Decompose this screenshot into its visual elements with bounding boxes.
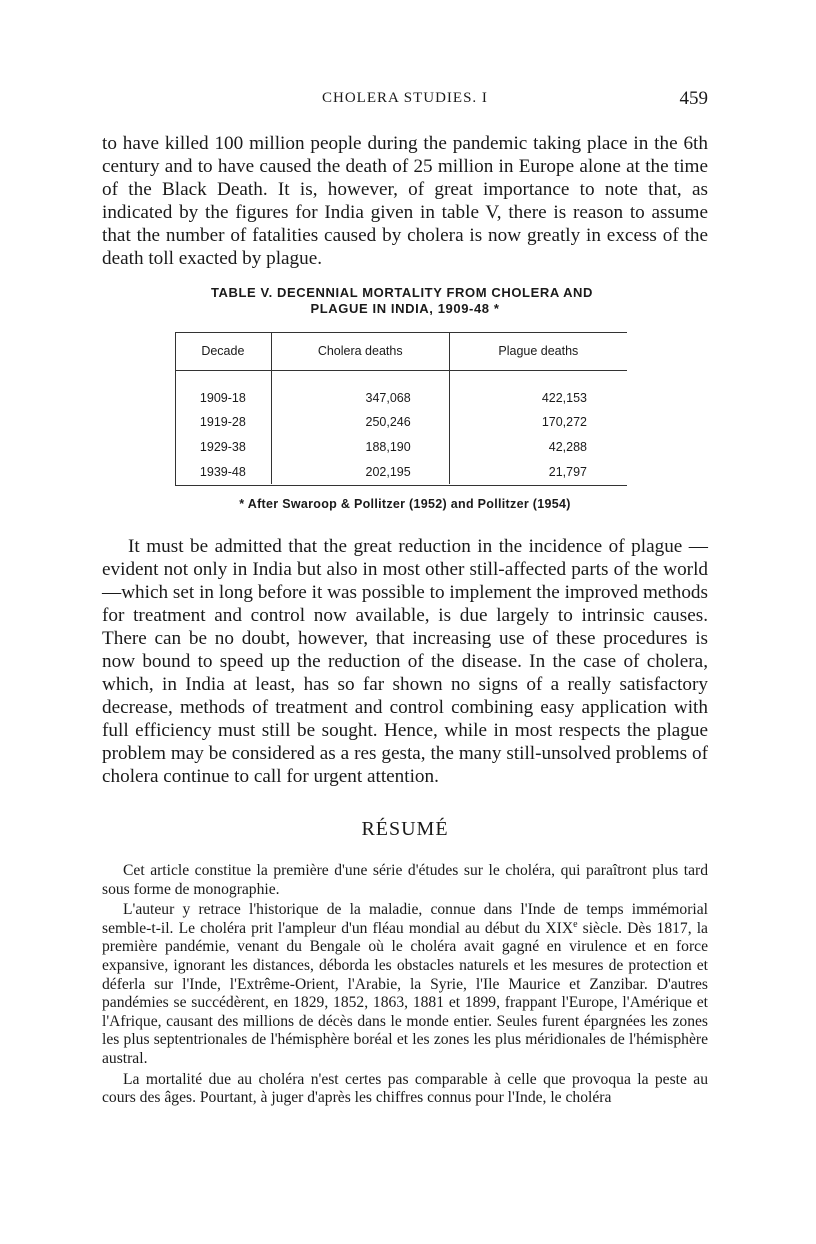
- table-row: [175, 459, 627, 484]
- resume-paragraph-3: La mortalité due au choléra n'est certes pas comparable à celle que provoqua la peste au cours des âges. Pourtant, à juger d'après les chiffres connus pour l'Inde, le choléra: [102, 1070, 708, 1107]
- resume-section: [102, 862, 708, 1110]
- cell-decade: 1939-48: [199, 464, 246, 479]
- cell-cholera: 250,246: [271, 410, 449, 435]
- cell-plague: 170,272: [449, 410, 627, 435]
- resume-p2-text-a: L'auteur y retrace l'historique de la maladie, connue dans l'Inde de temps immémorial semble-t-il. Le choléra prit l'ampleur d'un fléau mondial au début du XIX: [102, 901, 708, 937]
- header-plague-deaths: Plague deaths: [449, 332, 627, 371]
- cell-decade: 1909-18: [199, 390, 246, 405]
- running-title: CHOLERA STUDIES. I: [322, 90, 488, 106]
- table-caption: [102, 285, 708, 317]
- body-paragraph-2: It must be admitted that the great reduction in the incidence of plague —evident not only in India but also in most other still-affected parts of the world—which set in long before it was possible to implement the improved methods for treatment and control now available, is due largely to intrinsic causes. There can be no doubt, however, that increasing use of these procedures is now bound to speed up the reduction of the disease. In the case of cholera, which, in India at least, has so far shown no signs of a really satisfactory decrease, methods of treatment and control combining easy application with full efficiency must still be sought. Hence, while in most respects the plague problem may be considered as a res gesta, the many still-unsolved problems of cholera continue to call for urgent attention.: [102, 536, 708, 787]
- table-row: [175, 371, 627, 411]
- page-number: 459: [679, 88, 708, 109]
- cell-decade: 1919-28: [199, 415, 246, 430]
- resume-heading: RÉSUMÉ: [361, 818, 449, 840]
- cell-plague: 422,153: [449, 371, 627, 411]
- resume-p2-text-b: siècle. Dès 1817, la première pandémie, venant du Bengale où le choléra avait gagné en virulence et en force expansive, ignorant les distances, déborda les obstacles naturels et les mesures de protection et déferla sur l'Inde, l'Extrême-Orient, l'Arabie, la Syrie, l'Ile Maurice et Zanzibar. D'autres pandémies se succédèrent, en 1829, 1852, 1863, 1881 et 1899, frappant l'Europe, l'Amérique et l'Afrique, causant des millions de décès dans le monde entier. Seules furent épargnées les zones les plus septentrionales de l'hémisphère boréal et les zones les plus méridionales de l'hémisphère austral.: [102, 919, 708, 1067]
- running-head: [102, 88, 708, 112]
- resume-paragraph-2: [102, 901, 708, 1068]
- table-header-row: [175, 332, 627, 371]
- cell-plague: 21,797: [449, 459, 627, 484]
- table-row: [175, 435, 627, 460]
- cell-cholera: 188,190: [271, 435, 449, 460]
- resume-paragraph-1: Cet article constitue la première d'une série d'études sur le choléra, qui paraîtront plus tard sous forme de monographie.: [102, 862, 708, 898]
- table-footnote: * After Swaroop & Pollitzer (1952) and Pollitzer (1954): [239, 497, 571, 511]
- cell-decade: 1929-38: [199, 439, 246, 454]
- header-decade: Decade: [175, 332, 271, 371]
- century-superscript: e: [573, 918, 578, 930]
- cell-cholera: 347,068: [271, 371, 449, 411]
- body-paragraph-1: to have killed 100 million people during the pandemic taking place in the 6th century and to have caused the death of 25 million in Europe alone at the time of the Black Death. It is, however, of great importance to note that, as indicated by the figures for India given in table V, there is reason to assume that the number of fatalities caused by cholera is now greatly in excess of the death toll exacted by plague.: [102, 133, 708, 269]
- header-cholera-deaths: Cholera deaths: [271, 332, 449, 371]
- table-caption-line-2: PLAGUE IN INDIA, 1909-48 *: [310, 301, 500, 316]
- table-caption-line-1: TABLE V. DECENNIAL MORTALITY FROM CHOLERA AND: [210, 285, 594, 300]
- cell-cholera: 202,195: [271, 459, 449, 484]
- cell-plague: 42,288: [449, 435, 627, 460]
- table-row: [175, 410, 627, 435]
- mortality-table: [175, 332, 627, 484]
